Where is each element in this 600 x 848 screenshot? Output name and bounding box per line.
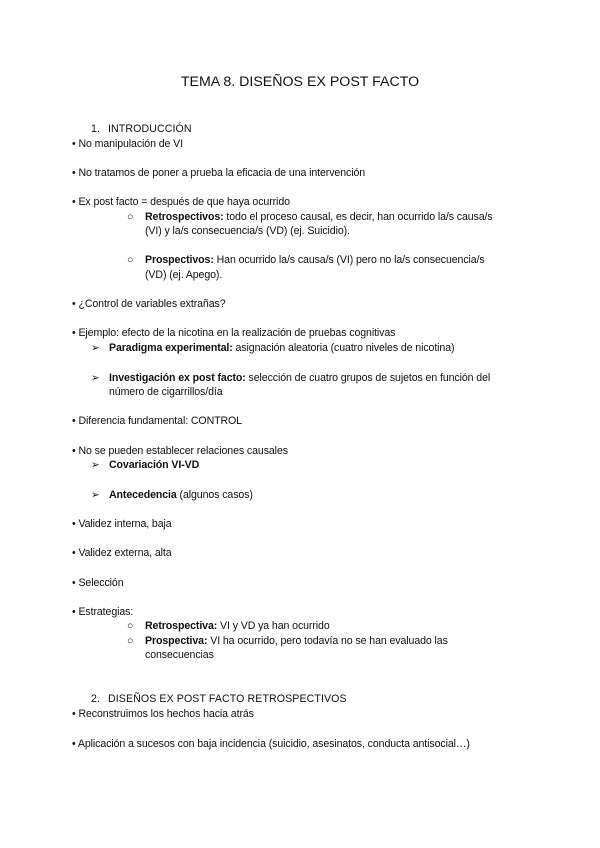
arrow-marker: ➢: [91, 372, 100, 384]
sub-item-continuation: número de cigarrillos/día: [109, 386, 223, 398]
bullet-marker: •: [72, 138, 76, 150]
circle-marker: ○: [127, 635, 134, 647]
list-item: [72, 297, 226, 312]
sub-item: [109, 488, 253, 503]
sub-item-text: selección de cuatro grupos de sujetos en función del: [245, 372, 491, 384]
bullet-marker: •: [72, 547, 76, 559]
list-item-text: ¿Control de variables extrañas?: [78, 298, 226, 310]
sub-item-continuation: (VI) y la/s consecuencia/s (VD) (ej. Suicidio).: [145, 225, 350, 237]
bullet-marker: •: [72, 708, 76, 720]
sub-item-bold: Retrospectivos:: [145, 211, 224, 223]
list-item-text: Diferencia fundamental: CONTROL: [78, 415, 242, 427]
sub-item-text: (algunos casos): [176, 489, 253, 501]
sub-item-continuation: consecuencias: [145, 649, 214, 661]
bullet-marker: •: [72, 606, 76, 618]
sub-item: [109, 341, 454, 356]
list-item: [72, 326, 395, 341]
list-item-text: Ejemplo: efecto de la nicotina en la realización de pruebas cognitivas: [78, 327, 396, 339]
list-item: [72, 517, 172, 532]
list-item: [72, 707, 254, 722]
sub-item-bold: Paradigma experimental:: [109, 342, 233, 354]
list-item-text: No manipulación de VI: [78, 138, 183, 150]
section-2-heading: DISEÑOS EX POST FACTO RETROSPECTIVOS: [108, 693, 347, 705]
list-item-text: No tratamos de poner a prueba la eficacia de una intervención: [78, 167, 366, 179]
list-item-text: Estrategias:: [78, 606, 134, 618]
sub-item: [145, 210, 493, 225]
list-item: [72, 546, 172, 561]
sub-item-text: Han ocurrido la/s causa/s (VI) pero no la/s consecuencia/s: [213, 254, 485, 266]
sub-item-text: asignación aleatoria (cuatro niveles de nicotina): [232, 342, 455, 354]
sub-item-bold: Antecedencia: [109, 489, 177, 501]
sub-item-text: todo el proceso causal, es decir, han ocurrido la/s causa/s: [223, 211, 493, 223]
bullet-marker: •: [72, 577, 76, 589]
arrow-marker: ➢: [91, 459, 100, 471]
arrow-marker: ➢: [91, 489, 100, 501]
section-2-number: 2.: [91, 693, 101, 705]
bullet-marker: •: [72, 167, 76, 179]
bullet-marker: •: [72, 298, 76, 310]
circle-marker: ○: [127, 620, 134, 632]
sub-item-bold: Covariación VI-VD: [109, 459, 200, 471]
list-item: [72, 166, 365, 181]
bullet-marker: •: [72, 445, 76, 457]
sub-item: [145, 634, 448, 649]
section-1-number: 1.: [91, 123, 101, 135]
list-item: [72, 605, 133, 620]
list-item-text: No se pueden establecer relaciones causales: [78, 445, 288, 457]
list-item: [72, 195, 290, 210]
list-item-text: Validez interna, baja: [78, 518, 172, 530]
list-item-text: Validez externa, alta: [78, 547, 172, 559]
list-item-text: Ex post facto = después de que haya ocurrido: [78, 196, 290, 208]
sub-item-continuation: (VD) (ej. Apego).: [145, 269, 223, 281]
bullet-marker: •: [72, 518, 76, 530]
sub-item-bold: Investigación ex post facto:: [109, 372, 246, 384]
document-title: TEMA 8. DISEÑOS EX POST FACTO: [180, 74, 420, 90]
sub-item-bold: Retrospectiva:: [145, 620, 218, 632]
bullet-marker: •: [72, 738, 76, 750]
circle-marker: ○: [127, 211, 134, 223]
list-item: [72, 414, 242, 429]
list-item: [72, 444, 288, 459]
sub-item-bold: Prospectivos:: [145, 254, 214, 266]
list-item: [72, 576, 124, 591]
section-1-heading: INTRODUCCIÓN: [108, 123, 192, 135]
sub-item: [145, 253, 485, 268]
circle-marker: ○: [127, 254, 134, 266]
list-item-text: Selección: [78, 577, 124, 589]
sub-item-text: VI y VD ya han ocurrido: [217, 620, 330, 632]
list-item-text: Reconstruimos los hechos hacia atrás: [78, 708, 254, 720]
arrow-marker: ➢: [91, 342, 100, 354]
sub-item-text: VI ha ocurrido, pero todavía no se han evaluado las: [207, 635, 448, 647]
sub-item: [109, 371, 490, 386]
bullet-marker: •: [72, 196, 76, 208]
list-item: [72, 137, 183, 152]
bullet-marker: •: [72, 415, 76, 427]
list-item: [72, 737, 470, 752]
sub-item-bold: Prospectiva:: [145, 635, 208, 647]
bullet-marker: •: [72, 327, 76, 339]
list-item-text: Aplicación a sucesos con baja incidencia (suicidio, asesinatos, conducta antisocial…): [77, 738, 470, 750]
sub-item: [145, 619, 330, 634]
